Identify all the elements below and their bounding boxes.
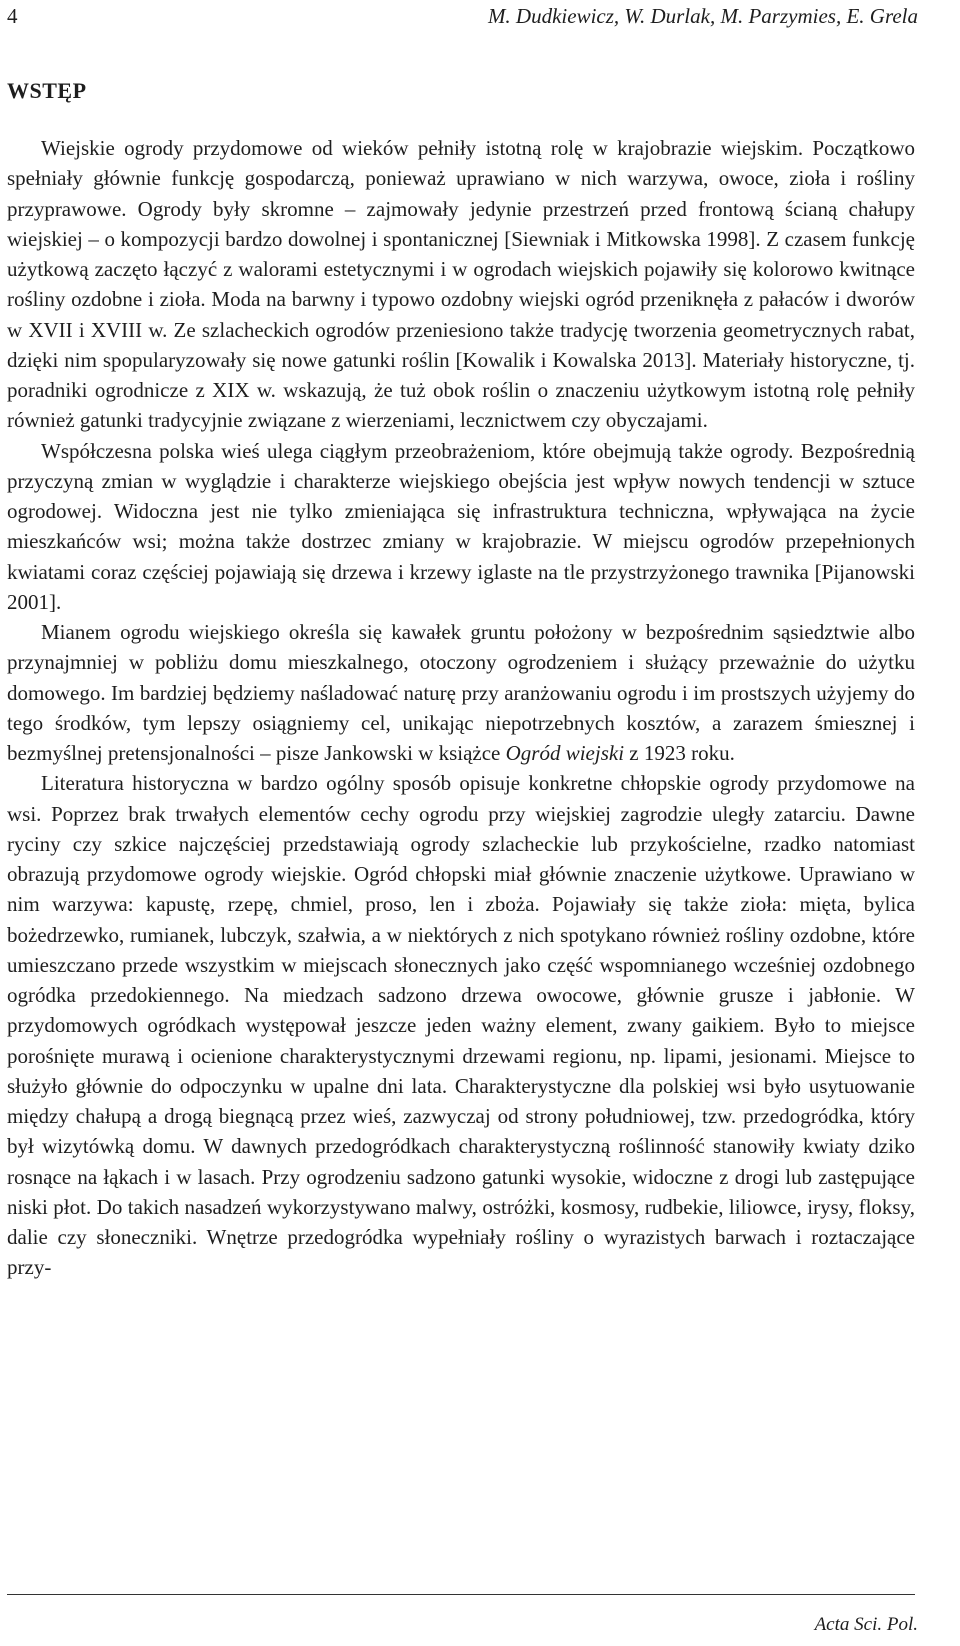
footer-divider: [7, 1594, 915, 1595]
journal-abbreviation: Acta Sci. Pol.: [814, 1614, 918, 1635]
page-number: 4: [7, 4, 18, 28]
paragraph-text: Mianem ogrodu wiejskiego określa się kawałek gruntu położony w bezpośrednim sąsiedztwie albo przynajmniej w pobliżu domu mieszkalnego, otoczony ogrodzeniem i służący przeważnie do użytku domowego. Im bardziej będziemy naśladować naturę przy aranżowaniu ogrodu i im prostszych użyjemy do tego środków, tym lepszy osiągniemy cel, unikając niepotrzebnych kosztów, a zarazem śmiesznej i bezmyślnej pretensjonalności – pisze Jankowski w książce: [7, 620, 915, 765]
article-body: [7, 133, 915, 1283]
paragraph: Współczesna polska wieś ulega ciągłym przeobrażeniom, które obejmują także ogrody. Bezpośrednią przyczyną zmian w wyglądzie i charakterze wiejskiego obejścia jest wpływ nowych tendencji w sztuce ogrodowej. Widoczna jest nie tylko zmieniająca się infrastruktura techniczna, wpływająca na życie mieszkańców wsi; można także dostrzec zmiany w krajobrazie. W miejscu ogrodów przepełnionych kwiatami coraz częściej pojawiają się drzewa i krzewy iglaste na tle przystrzyżonego trawnika [Pijanowski 2001].: [7, 438, 915, 614]
paragraph: Wiejskie ogrody przydomowe od wieków pełniły istotną rolę w krajobrazie wiejskim. Początkowo spełniały głównie funkcję gospodarczą, ponieważ uprawiano w nich warzywa, owoce, zioła i rośliny przyprawowe. Ogrody były skromne – zajmowały jedynie przestrzeń przed frontową ścianą chałupy wiejskiej – o kompozycji bardzo dowolnej i spontanicznej [Siewniak i Mitkowska 1998]. Z czasem funkcję użytkową zaczęto łączyć z walorami estetycznymi i w ogrodach wiejskich pojawiły się kolorowo kwitnące rośliny ozdobne i zioła. Moda na barwny i typowo ozdobny wiejski ogród przeniknęła z pałaców i dworów w XVII i XVIII w. Ze szlacheckich ogrodów przeniesiono także tradycję tworzenia geometrycznych rabat, dzięki nim spopularyzowały się nowe gatunki roślin [Kowalik i Kowalska 2013]. Materiały historyczne, tj. poradniki ogrodnicze z XIX w. wskazują, że tuż obok roślin o znaczeniu użytkowym istotną rolę pełniły również gatunki tradycyjnie związane z wierzeniami, lecznictwem czy obyczajami.: [7, 136, 915, 433]
running-head-authors: M. Dudkiewicz, W. Durlak, M. Parzymies, E. Grela: [487, 4, 918, 28]
page-header: [0, 0, 960, 40]
paragraph: [7, 617, 915, 768]
section-heading: WSTĘP: [7, 78, 87, 103]
book-title: Ogród wiejski: [505, 741, 625, 765]
paragraph-text: z 1923 roku.: [624, 741, 735, 765]
paragraph: Literatura historyczna w bardzo ogólny sposób opisuje konkretne chłopskie ogrody przydomowe na wsi. Poprzez brak trwałych elementów cechy ogrodu przy wiejskiej zagrodzie uległy zatarciu. Dawne ryciny czy szkice najczęściej przedstawiają ogrody szlacheckie lub przykościelne, rzadko natomiast obrazują przydomowe ogrody wiejskie. Ogród chłopski miał głównie znaczenie użytkowe. Uprawiano w nim warzywa: kapustę, rzepę, chmiel, proso, len i zboża. Pojawiały się także zioła: mięta, bylica bożedrzewko, rumianek, lubczyk, szałwia, a w niektórych z nich spotykano również rośliny ozdobne, które umieszczano przede wszystkim w miejscach słonecznych jako część wspomnianego wcześniej ozdobnego ogródka przedokiennego. Na miedzach sadzono drzewa owocowe, głównie grusze i jabłonie. W przydomowych ogródkach występował jeszcze jeden ważny element, zwany gaikiem. Było to miejsce porośnięte murawą i ocienione charakterystycznymi drzewami regionu, np. lipami, jesionami. Miejsce to służyło głównie do odpoczynku w upalne dni lata. Charakterystyczne dla polskiej wsi było usytuowanie między chałupą a drogą biegnącą przez wieś, zazwyczaj od strony południowej, tzw. przedogródka, który był wizytówką domu. W dawnych przedogródkach charakterystyczną roślinność stanowiły kwiaty dziko rosnące na łąkach i w lasach. Przy ogrodzeniu sadzono gatunki wysokie, widoczne z drogi lub zastępujące niski płot. Do takich nasadzeń wykorzystywano malwy, ostróżki, kosmosy, rudbekie, liliowce, irysy, floksy, dalie czy słoneczniki. Wnętrze przedogródka wypełniały rośliny o wyrazistych barwach i roztaczające przy-: [7, 771, 915, 1280]
